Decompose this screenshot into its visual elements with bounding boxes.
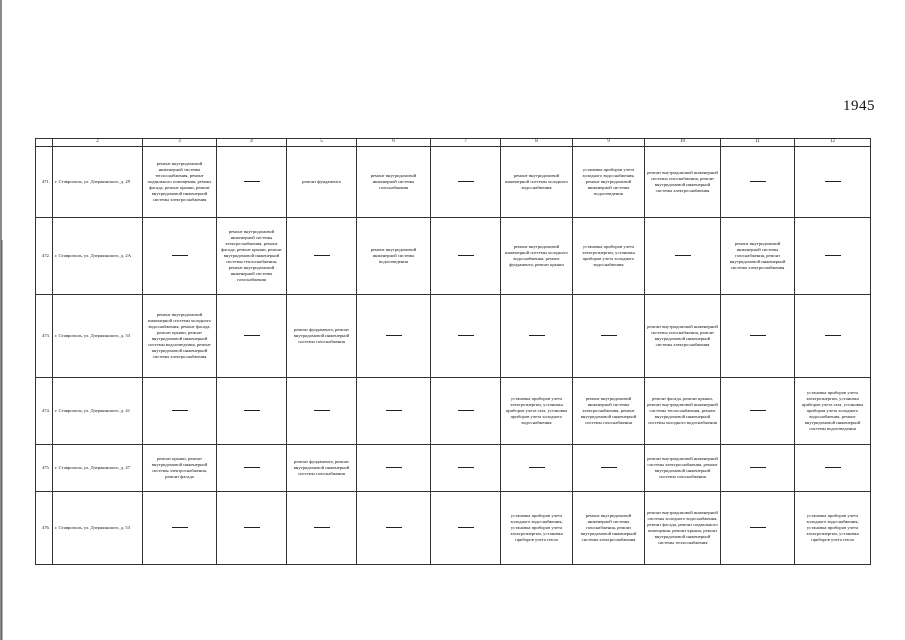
dash-mark bbox=[529, 467, 545, 468]
table-cell bbox=[431, 378, 501, 445]
table-cell bbox=[287, 492, 357, 565]
column-header: 3 bbox=[143, 139, 217, 147]
dash-mark bbox=[172, 410, 188, 411]
table-cell: установка приборов учета электроэнергии, установка приборов учета холодного водоснабжения bbox=[573, 218, 645, 295]
table-cell: ремонт внутридомовой инженерной системы газоснабжения bbox=[357, 147, 431, 218]
row-number: 474. bbox=[36, 378, 53, 445]
dash-mark bbox=[386, 527, 402, 528]
row-number: 473. bbox=[36, 295, 53, 378]
table-cell: установка приборов учета электроэнергии, установка приборов учета газа, установка приборов учета холодного водоснабжения bbox=[501, 378, 573, 445]
table-cell bbox=[143, 218, 217, 295]
table-cell bbox=[795, 445, 871, 492]
page-number: 1945 bbox=[843, 98, 875, 114]
dash-mark bbox=[601, 467, 617, 468]
address-cell: г. Ставрополь, ул. Дзержинского, д. 53 bbox=[53, 492, 143, 565]
dash-mark bbox=[172, 527, 188, 528]
column-header: 6 bbox=[357, 139, 431, 147]
dash-mark bbox=[244, 527, 260, 528]
column-header: 11 bbox=[721, 139, 795, 147]
column-number-row bbox=[36, 139, 871, 147]
table-cell: ремонт внутридомовой инженерной системы электроснабжения, ремонт внутридомовой инженерной системы газоснабжения bbox=[645, 445, 721, 492]
table-cell bbox=[501, 295, 573, 378]
table-cell bbox=[573, 295, 645, 378]
table-row bbox=[36, 147, 871, 218]
table-cell: установка приборов учета электроэнергии, установка приборов учета газа, установка приборов учета холодного водоснабжения, ремонт внутридомовой инженерной системы водоотведения bbox=[795, 378, 871, 445]
table-cell bbox=[357, 445, 431, 492]
repair-schedule-table bbox=[35, 138, 871, 565]
table-cell bbox=[143, 378, 217, 445]
dash-mark bbox=[386, 467, 402, 468]
table-row bbox=[36, 295, 871, 378]
table-body bbox=[36, 147, 871, 565]
dash-mark bbox=[244, 335, 260, 336]
table-cell: ремонт внутридомовой инженерной системы электроснабжения, ремонт фасада, ремонт крыши, ремонт внутридомовой инженерной системы теплоснабжения, ремонт внутридомовой инженерной системы газоснабжения bbox=[217, 218, 287, 295]
table-cell bbox=[143, 492, 217, 565]
table-cell bbox=[357, 378, 431, 445]
table-cell bbox=[721, 378, 795, 445]
table-cell bbox=[431, 218, 501, 295]
table-cell: ремонт внутридомовой инженерной системы холодного водоснабжения, ремонт фасада, ремонт крыши, ремонт внутридомовой инженерной системы водоотведения, ремонт внутридомовой инженерной системы электроснабжения bbox=[143, 295, 217, 378]
table-cell bbox=[217, 492, 287, 565]
row-number: 476. bbox=[36, 492, 53, 565]
table-cell bbox=[721, 445, 795, 492]
dash-mark bbox=[529, 335, 545, 336]
table-cell bbox=[795, 295, 871, 378]
table-cell: ремонт фундамента, ремонт внутридомовой инженерной системы газоснабжения bbox=[287, 445, 357, 492]
table-cell bbox=[431, 492, 501, 565]
table-cell: ремонт фасада, ремонт крыши, ремонт внутридомовой инженерной системы теплоснабжения, ремонт внутридомовой инженерной системы холодного водоснабжения bbox=[645, 378, 721, 445]
table-cell bbox=[357, 295, 431, 378]
table-cell bbox=[217, 445, 287, 492]
table-cell: ремонт внутридомовой инженерной системы водоотведения bbox=[357, 218, 431, 295]
dash-mark bbox=[386, 335, 402, 336]
table-cell: установка приборов учета холодного водоснабжения, установка приборов учета электроэнергии, установка приборов учета тепла bbox=[501, 492, 573, 565]
table-cell: ремонт внутридомовой инженерной системы газоснабжения, ремонт внутридомовой инженерной системы электроснабжения bbox=[721, 218, 795, 295]
table-cell: ремонт внутридомовой инженерной системы теплоснабжения, ремонт подвального помещения, ремонт фасада, ремонт крыши, ремонт внутридомовой инженерной системы электроснабжения bbox=[143, 147, 217, 218]
table-cell bbox=[721, 295, 795, 378]
table-cell: ремонт фундамента bbox=[287, 147, 357, 218]
dash-mark bbox=[825, 335, 841, 336]
address-cell: г. Ставрополь, ул. Дзержинского, д. 41 bbox=[53, 378, 143, 445]
row-number: 475. bbox=[36, 445, 53, 492]
row-number: 472. bbox=[36, 218, 53, 295]
table-cell: установка приборов учета холодного водоснабжения, ремонт внутридомовой инженерной системы водоотведения bbox=[573, 147, 645, 218]
column-header: 8 bbox=[501, 139, 573, 147]
dash-mark bbox=[244, 410, 260, 411]
table-cell bbox=[217, 147, 287, 218]
column-header: 4 bbox=[217, 139, 287, 147]
address-cell: г. Ставрополь, ул. Дзержинского, д. 2А bbox=[53, 218, 143, 295]
table-cell bbox=[357, 492, 431, 565]
table-cell bbox=[721, 492, 795, 565]
dash-mark bbox=[750, 467, 766, 468]
table-cell bbox=[501, 445, 573, 492]
dash-mark bbox=[458, 527, 474, 528]
dash-mark bbox=[675, 255, 691, 256]
table-cell: ремонт внутридомовой инженерной системы электроснабжения, ремонт внутридомовой инженерной системы газоснабжения bbox=[573, 378, 645, 445]
column-header: 7 bbox=[431, 139, 501, 147]
table-cell bbox=[795, 147, 871, 218]
table-cell bbox=[431, 295, 501, 378]
dash-mark bbox=[314, 255, 330, 256]
table-cell bbox=[795, 218, 871, 295]
address-cell: г. Ставрополь, ул. Дзержинского, д. 47 bbox=[53, 445, 143, 492]
column-header: 5 bbox=[287, 139, 357, 147]
table-cell bbox=[721, 147, 795, 218]
table-cell: ремонт фундамента, ремонт внутридомовой инженерной системы газоснабжения bbox=[287, 295, 357, 378]
dash-mark bbox=[750, 410, 766, 411]
table-cell bbox=[431, 147, 501, 218]
table-row bbox=[36, 218, 871, 295]
column-header: 12 bbox=[795, 139, 871, 147]
dash-mark bbox=[458, 410, 474, 411]
table-row bbox=[36, 445, 871, 492]
dash-mark bbox=[386, 410, 402, 411]
table-cell bbox=[573, 445, 645, 492]
dash-mark bbox=[244, 181, 260, 182]
table-cell bbox=[287, 218, 357, 295]
dash-mark bbox=[458, 467, 474, 468]
dash-mark bbox=[750, 335, 766, 336]
dash-mark bbox=[172, 255, 188, 256]
table-cell bbox=[217, 295, 287, 378]
table-cell bbox=[645, 218, 721, 295]
dash-mark bbox=[458, 255, 474, 256]
dash-mark bbox=[601, 335, 617, 336]
table-cell bbox=[287, 378, 357, 445]
table-cell bbox=[431, 445, 501, 492]
address-cell: г. Ставрополь, ул. Дзержинского, д. 33 bbox=[53, 295, 143, 378]
table-cell: ремонт крыши, ремонт внутридомовой инженерной системы электроснабжения, ремонт фасада bbox=[143, 445, 217, 492]
table-row bbox=[36, 492, 871, 565]
dash-mark bbox=[825, 467, 841, 468]
dash-mark bbox=[458, 335, 474, 336]
dash-mark bbox=[458, 181, 474, 182]
column-header: 9 bbox=[573, 139, 645, 147]
dash-mark bbox=[825, 255, 841, 256]
row-number: 471. bbox=[36, 147, 53, 218]
table-cell: ремонт внутридомовой инженерной системы газоснабжения, ремонт внутридомовой инженерной системы электроснабжения bbox=[573, 492, 645, 565]
dash-mark bbox=[244, 467, 260, 468]
column-header: 10 bbox=[645, 139, 721, 147]
scan-edge-shadow-lower bbox=[1, 240, 3, 640]
table-cell: ремонт внутридомовой инженерной системы холодного водоснабжения bbox=[501, 147, 573, 218]
dash-mark bbox=[750, 527, 766, 528]
dash-mark bbox=[314, 410, 330, 411]
column-header bbox=[36, 139, 53, 147]
table-cell: ремонт внутридомовой инженерной системы холодного водоснабжения, ремонт фасада, ремонт подвального помещения, ремонт крыши, ремонт внутридомовой инженерной системы теплоснабжения bbox=[645, 492, 721, 565]
table-cell: ремонт внутридомовой инженерной системы газоснабжения, ремонт внутридомовой инженерной системы электроснабжения bbox=[645, 295, 721, 378]
table-cell bbox=[217, 378, 287, 445]
table-cell: установка приборов учета холодного водоснабжения, установка приборов учета электроэнергии, установка приборов учета тепла bbox=[795, 492, 871, 565]
dash-mark bbox=[314, 527, 330, 528]
column-header: 2 bbox=[53, 139, 143, 147]
table-cell: ремонт внутридомовой инженерной системы холодного водоснабжения, ремонт фундамента, ремонт крыши bbox=[501, 218, 573, 295]
table-row bbox=[36, 378, 871, 445]
dash-mark bbox=[750, 181, 766, 182]
dash-mark bbox=[825, 181, 841, 182]
address-cell: г. Ставрополь, ул. Дзержинского, д. 29 bbox=[53, 147, 143, 218]
table-cell: ремонт внутридомовой инженерной системы газоснабжения, ремонт внутридомовой инженерной системы электроснабжения bbox=[645, 147, 721, 218]
